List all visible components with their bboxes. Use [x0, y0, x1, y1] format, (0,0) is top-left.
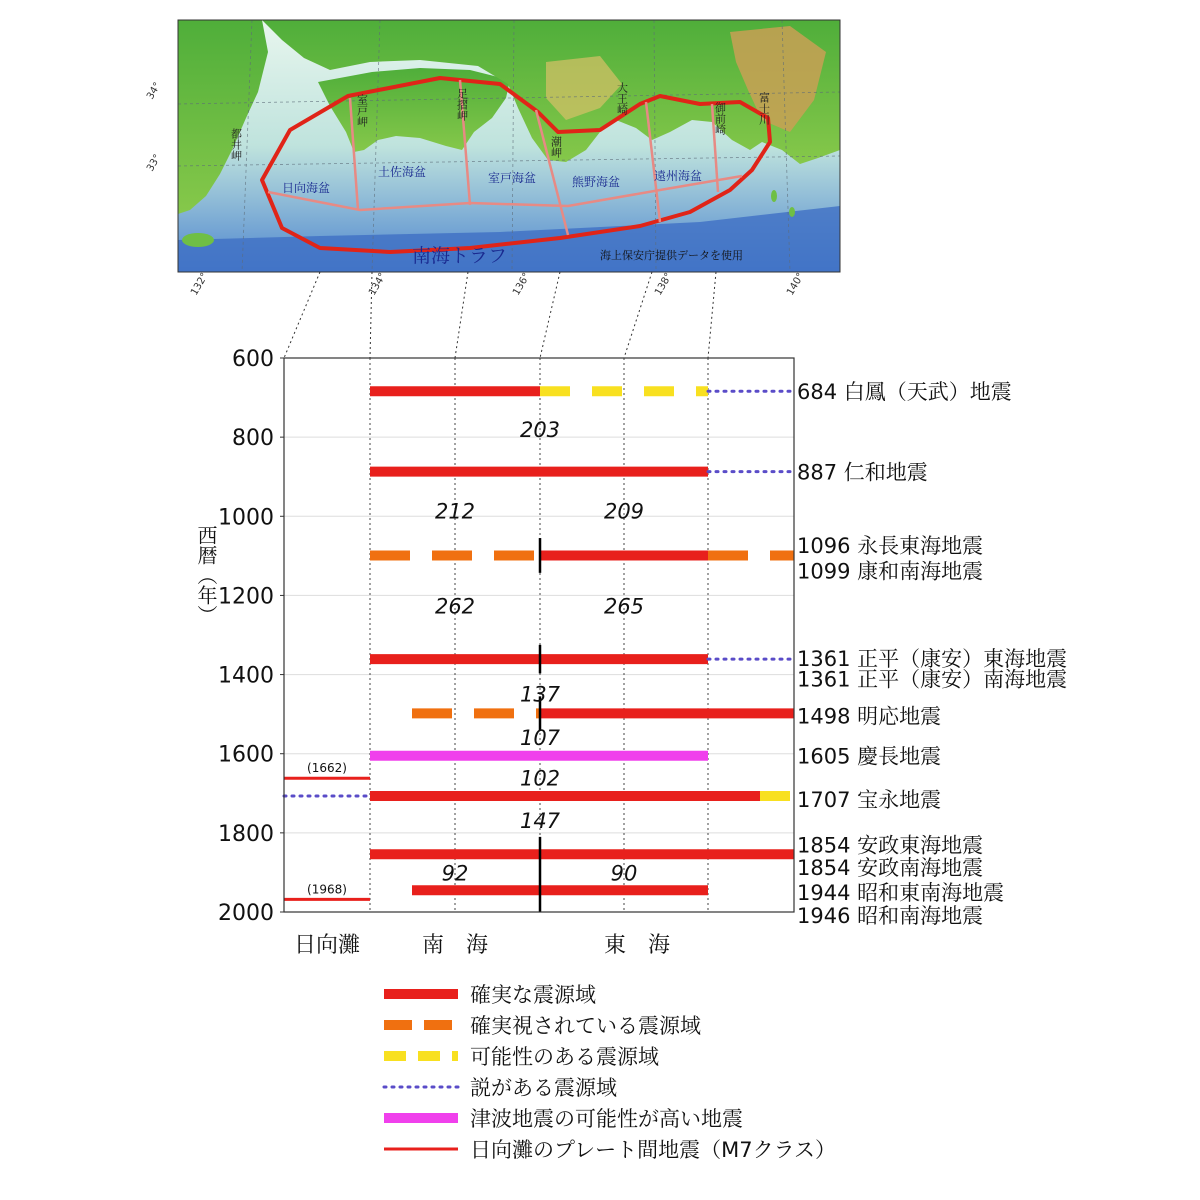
recurrence-interval-value: 90: [610, 861, 638, 886]
map-chart-connector: [455, 272, 468, 358]
event-label: 1361 正平（康安）東海地震: [797, 646, 1068, 671]
trough-label: 南海トラフ: [412, 245, 508, 267]
latitude-tick: 34°: [145, 80, 164, 102]
map-chart-connectors: [284, 272, 716, 358]
cape-label: 潮岬: [549, 136, 563, 158]
legend-label: 日向灘のプレート間地震（M7クラス）: [470, 1138, 837, 1162]
cape-label: 室戸岬: [355, 94, 369, 127]
hyuga-year-label: (1662): [307, 761, 347, 776]
izu-island: [789, 207, 795, 217]
region-label: 日向灘: [293, 933, 361, 958]
event-label: 1099 康和南海地震: [797, 559, 984, 584]
tanegashima-island: [182, 233, 214, 247]
event-label: 1707 宝永地震: [797, 788, 942, 813]
recurrence-interval-value: 102: [519, 766, 561, 791]
legend: [384, 983, 836, 1162]
basin-label: 室戸海盆: [488, 171, 537, 185]
recurrence-interval-value: 147: [519, 809, 561, 834]
data-credit: 海上保安庁提供データを使用: [600, 249, 743, 262]
event-label: 1361 正平（康安）南海地震: [797, 667, 1068, 692]
event-label: 1605 慶長地震: [797, 744, 942, 769]
nankai-trough-map: [178, 20, 840, 272]
y-tick-label: 800: [232, 426, 274, 452]
map-chart-connector: [624, 272, 652, 358]
y-axis-label: 西暦（年）: [194, 525, 218, 625]
longitude-tick: 136°: [511, 271, 533, 298]
region-label: 南 海: [421, 933, 489, 958]
recurrence-interval-value: 262: [434, 594, 476, 619]
y-tick-label: 600: [232, 347, 274, 372]
cape-label: 足摺岬: [455, 88, 469, 121]
event-label: 684 白鳳（天武）地震: [797, 380, 1012, 405]
event-label: 887 仁和地震: [797, 460, 928, 485]
latitude-tick: 33°: [145, 152, 164, 174]
legend-label: 説がある震源域: [470, 1076, 617, 1100]
longitude-tick: 138°: [653, 271, 675, 298]
recurrence-interval-value: 265: [603, 594, 645, 619]
legend-label: 可能性のある震源域: [470, 1045, 659, 1069]
region-labels: [294, 933, 670, 958]
map-chart-connector: [284, 272, 320, 358]
recurrence-interval-value: 107: [519, 726, 561, 751]
y-tick-label: 1200: [218, 584, 274, 610]
map-chart-connector: [540, 272, 560, 358]
y-tick-label: 1800: [218, 821, 274, 847]
recurrence-interval-value: 203: [519, 418, 561, 443]
basin-label: 熊野海盆: [572, 175, 621, 189]
legend-label: 確実な震源域: [470, 983, 596, 1007]
y-tick-label: 1400: [218, 663, 274, 689]
event-label: 1854 安政南海地震: [797, 855, 984, 880]
y-tick-label: 1600: [218, 742, 274, 768]
y-tick-label: 1000: [218, 505, 274, 531]
basin-label: 日向海盆: [282, 181, 331, 195]
basin-label: 遠州海盆: [654, 169, 703, 183]
event-labels: [797, 380, 1067, 928]
basin-label: 土佐海盆: [378, 165, 427, 179]
y-axis-ticks: [218, 347, 284, 926]
event-label: 1944 昭和東南海地震: [797, 881, 1005, 906]
izu-island: [771, 190, 777, 202]
recurrence-interval-value: 92: [441, 861, 469, 886]
cape-label: 大王崎: [615, 82, 629, 115]
legend-label: 確実視されている震源域: [470, 1014, 701, 1038]
event-label: 1498 明応地震: [797, 704, 942, 729]
map-chart-connector: [708, 272, 716, 358]
longitude-tick: 140°: [785, 271, 807, 298]
recurrence-interval-value: 209: [603, 499, 645, 524]
recurrence-interval-value: 137: [519, 682, 561, 707]
earthquake-timeline-chart: [194, 347, 1067, 958]
event-label: 1946 昭和南海地震: [797, 904, 984, 929]
region-label: 東 海: [603, 933, 671, 958]
hyuga-year-labels: [307, 761, 347, 896]
y-tick-label: 2000: [218, 901, 274, 926]
event-label: 1096 永長東海地震: [797, 533, 984, 558]
longitude-tick: 134°: [367, 271, 389, 298]
event-label: 1854 安政東海地震: [797, 833, 984, 858]
legend-label: 津波地震の可能性が高い地震: [470, 1107, 743, 1131]
hyuga-year-label: (1968): [307, 882, 347, 897]
recurrence-interval-value: 212: [434, 499, 476, 524]
cape-label: 都井岬: [229, 128, 243, 161]
longitude-tick: 132°: [189, 271, 211, 298]
cape-label: 富士川: [757, 92, 771, 125]
cape-label: 御前崎: [713, 102, 727, 135]
